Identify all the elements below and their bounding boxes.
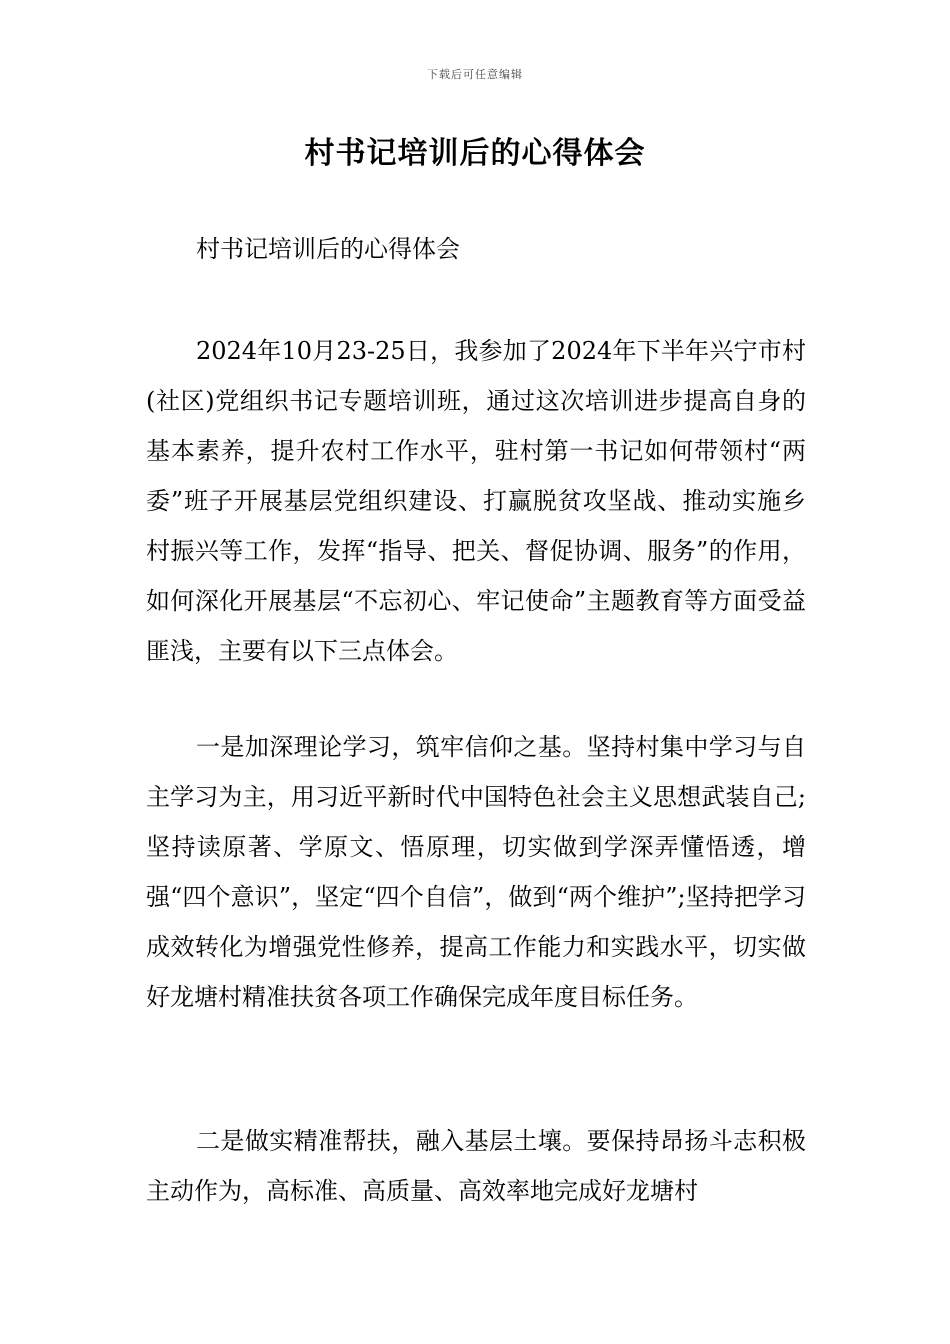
paragraph-point-two: 二是做实精准帮扶，融入基层土壤。要保持昂扬斗志积极主动作为，高标准、高质量、高效率地完成好龙塘村 bbox=[146, 1127, 806, 1205]
paragraph-point-one: 一是加深理论学习，筑牢信仰之基。坚持村集中学习与自主学习为主，用习近平新时代中国特色社会主义思想武装自己;坚持读原著、学原文、悟原理，切实做到学深弄懂悟透，增强“四个意识”，坚定“四个自信”，做到“两个维护”;坚持把学习成效转化为增强党性修养，提高工作能力和实践水平，切实做好龙塘村精准扶贫各项工作确保完成年度目标任务。 bbox=[146, 733, 806, 1011]
document-subtitle: 村书记培训后的心得体会 bbox=[196, 235, 460, 263]
document-title: 村书记培训后的心得体会 bbox=[304, 136, 646, 171]
paragraph-intro: 2024年10月23-25日，我参加了2024年下半年兴宁市村(社区)党组织书记专题培训班，通过这次培训进步提高自身的基本素养，提升农村工作水平，驻村第一书记如何带领村“两委”班子开展基层党组织建设、打赢脱贫攻坚战、推动实施乡村振兴等工作，发挥“指导、把关、督促协调、服务”的作用，如何深化开展基层“不忘初心、牢记使命”主题教育等方面受益匪浅，主要有以下三点体会。 bbox=[146, 337, 806, 665]
header-note: 下载后可任意编辑 bbox=[427, 68, 523, 81]
